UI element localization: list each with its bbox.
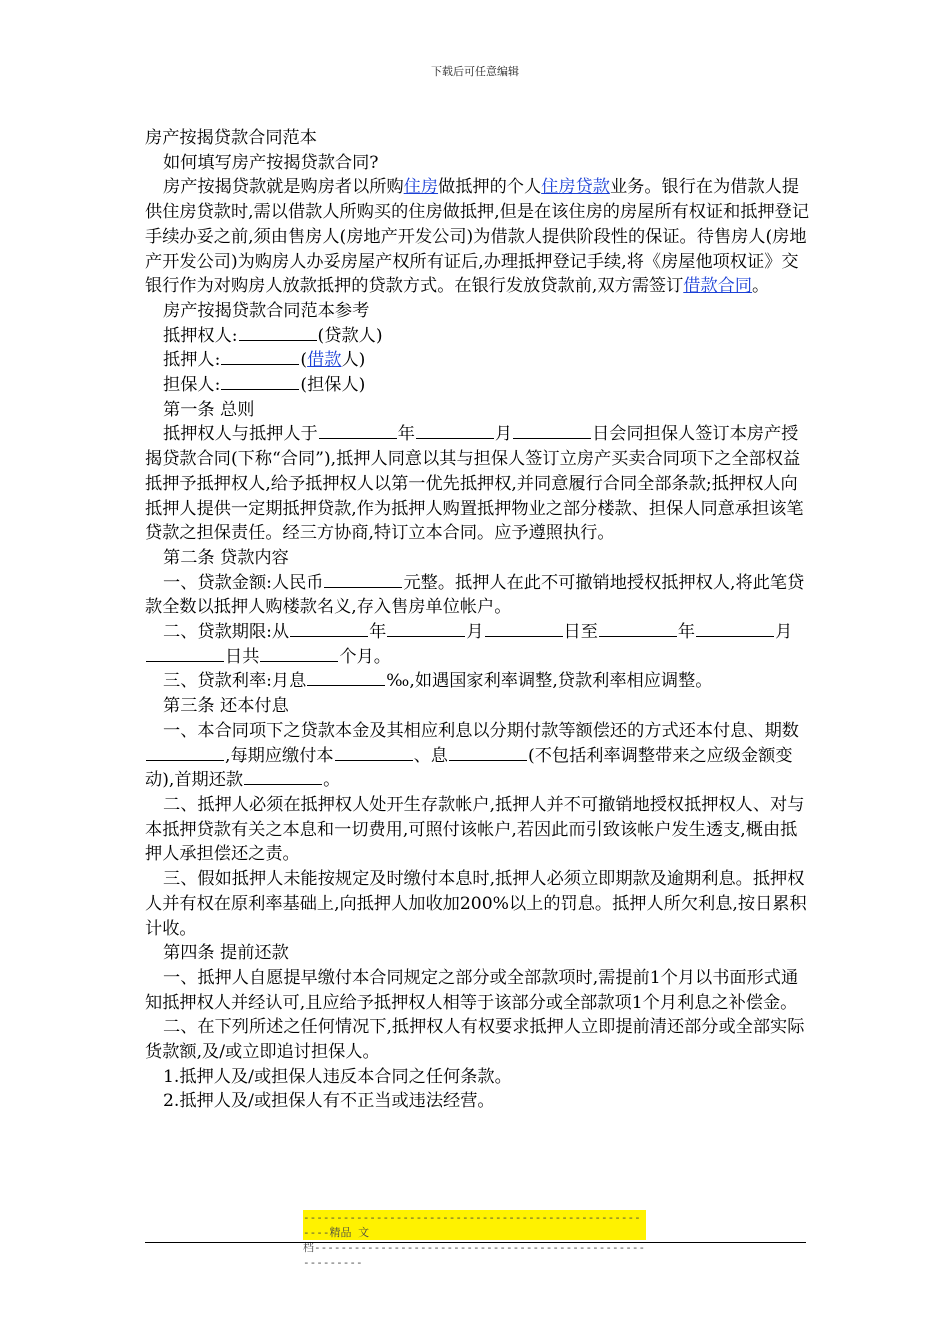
blank-field (449, 744, 527, 761)
article-4-item-1: 一、抵押人自愿提早缴付本合同规定之部分或全部款项时,需提前1个月以书面形式通知抵押权人并经认可,且应给予抵押权人相等于该部分或全部款项1个月利息之补偿金。 (145, 967, 799, 1013)
blank-field (290, 620, 368, 637)
link-loan-contract[interactable]: 借款合同 (683, 276, 753, 297)
page-header: 下载后可任意编辑 (431, 65, 519, 78)
blank-field (513, 422, 591, 439)
blank-field (416, 422, 494, 439)
reference-title: 房产按揭贷款合同范本参考 (163, 300, 370, 321)
article-4-sub-2: 2.抵押人及/或担保人有不正当或违法经营。 (163, 1091, 495, 1112)
blank-field (324, 571, 402, 588)
article-3-item-2: 二、抵押人必须在抵押权人处开生存款帐户,抵押人并不可撤销地授权抵押权人、对与本抵押贷款有关之本息和一切费用,可照付该帐户,若因此而引致该帐户发生透支,概由抵押人承担偿还之责。 (145, 794, 805, 865)
article-1-heading: 第一条 总则 (163, 399, 255, 420)
blank-field (387, 620, 465, 637)
blank-field (221, 373, 299, 390)
article-2-heading: 第二条 贷款内容 (163, 547, 289, 568)
blank-field (260, 645, 338, 662)
blank-field (319, 422, 397, 439)
blank-field (146, 744, 224, 761)
intro-paragraph: 房产按揭贷款就是购房者以所购住房做抵押的个人住房贷款业务。银行在为借款人提供住房贷款时,需以借款人所购买的住房做抵押,但是在该住房的房屋所有权证和抵押登记手续办妥之前,须由售房人(房地产开发公司)为借款人提供阶段性的保证。待售房人(房地产开发公司)为购房人办妥房屋产权所有证后,办理抵押登记手续,将《房屋他项权证》交银行作为对购房人放款抵押的贷款方式。在银行发放贷款前,双方需签订借款合同。 (145, 177, 810, 297)
footer-banner (303, 1210, 646, 1269)
blank-field (146, 645, 224, 662)
document-body (145, 126, 811, 1114)
article-2-item-1: 一、贷款金额:人民币 元整。抵押人在此不可撤销地授权抵押权人,将此笔贷款全数以抵押人购楼款名义,存入售房单位帐户。 (145, 572, 805, 618)
article-2-item-2: 二、贷款期限:从 年 月 日至 年 月日共 个月。 (145, 620, 811, 669)
party-mortgagee: 抵押权人: (贷款人) (163, 325, 383, 346)
link-housing-loan[interactable]: 住房贷款 (541, 177, 610, 198)
blank-field (485, 620, 563, 637)
article-2-item-3: 三、贷款利率:月息 ‰,如遇国家利率调整,贷款利率相应调整。 (163, 671, 713, 692)
blank-field (696, 620, 774, 637)
question-line: 如何填写房产按揭贷款合同? (163, 152, 379, 173)
article-4-item-2: 二、在下列所述之任何情况下,抵押权人有权要求抵押人立即提前清还部分或全部实际货款额,及/或立即追讨担保人。 (145, 1017, 805, 1063)
blank-field (244, 768, 322, 785)
doc-title: 房产按揭贷款合同范本 (145, 128, 317, 148)
blank-field (307, 669, 385, 686)
blank-field (221, 348, 299, 365)
footer-rule (145, 1242, 806, 1243)
article-3-item-1: 一、本合同项下之贷款本金及其相应利息以分期付款等额偿还的方式还本付息、期数,每期应缴付本 、息 (不包括利率调整带来之应级金额变动),首期还款 。 (145, 720, 799, 791)
footer-line-2: 档----------------------------------------------------------- (303, 1241, 646, 1269)
article-3-item-3: 三、假如抵押人未能按规定及时缴付本息时,抵押人必须立即期款及逾期利息。抵押权人并有权在原利率基础上,向抵押人加收加200%以上的罚息。抵押人所欠利息,按日累积计收。 (145, 869, 807, 939)
article-1-body: 抵押权人与抵押人于 年 月 日会同担保人签订本房产授揭贷款合同(下称“合同”),抵押人同意以其与担保人签订立房产买卖合同项下之全部权益抵押予抵押权人,给予抵押权人以第一优先抵押权,并同意履行合同全部条款;抵押权人向抵押人提供一定期抵押贷款,作为抵押人购置抵押物业之部分楼款、担保人同意承担该笔贷款之担保责任。经三方协商,特订立本合同。应予遵照执行。 (145, 424, 804, 544)
blank-field (599, 620, 677, 637)
article-4-heading: 第四条 提前还款 (163, 943, 289, 964)
footer-line-1: -------------------------------------------------------精品 文 (303, 1211, 641, 1239)
blank-field (335, 744, 413, 761)
article-4-sub-1: 1.抵押人及/或担保人违反本合同之任何条款。 (163, 1066, 512, 1087)
link-borrow[interactable]: 借款 (307, 350, 342, 371)
party-guarantor: 担保人: (担保人) (163, 375, 366, 396)
article-3-heading: 第三条 还本付息 (163, 696, 289, 717)
link-housing[interactable]: 住房 (403, 177, 439, 198)
party-mortgagor: 抵押人: (借款人) (163, 350, 366, 371)
blank-field (239, 324, 317, 341)
